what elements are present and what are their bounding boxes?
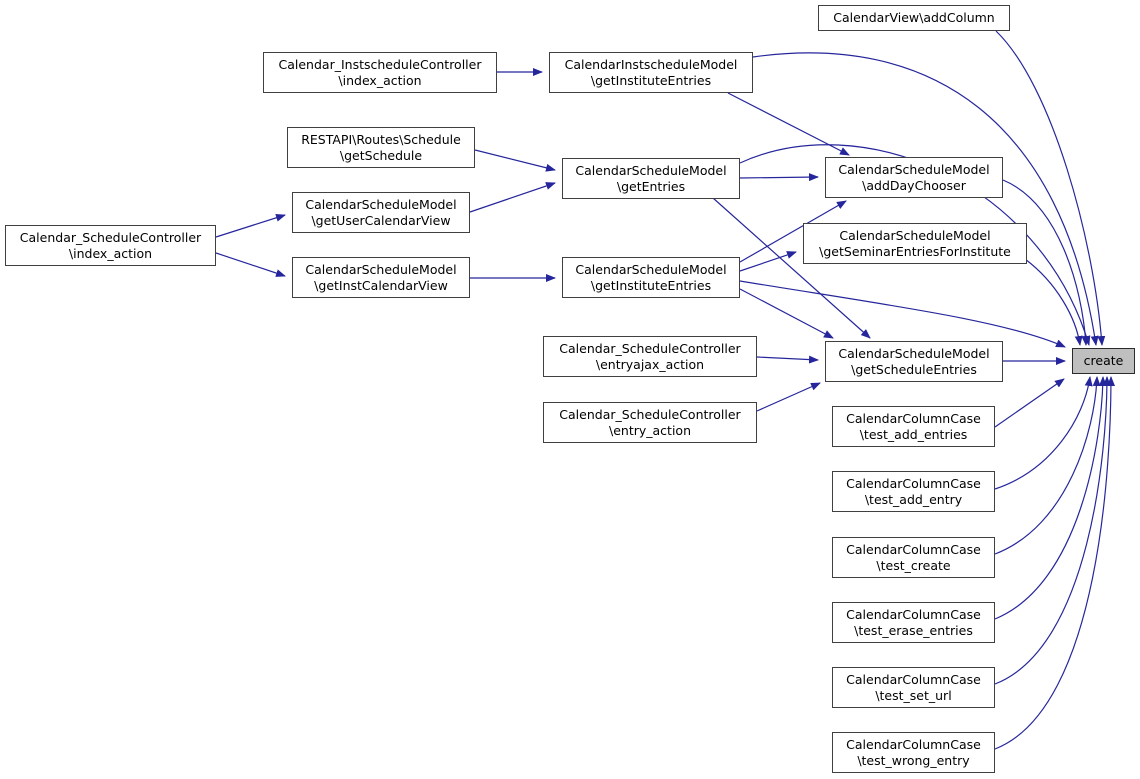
node-calendarcolumncase-test-add-entries[interactable] [832, 406, 995, 447]
node-calendarview-addcolumn[interactable] [818, 5, 1010, 31]
node-label: \getEntries [616, 178, 686, 194]
node-label: CalendarScheduleModel [838, 345, 990, 361]
node-calendarschedulemodel-getseminarentriesforinstitute[interactable] [803, 223, 1027, 264]
edge-getentries-to-adddaychooser [740, 177, 818, 178]
node-label: CalendarScheduleModel [575, 261, 727, 277]
node-calendarcolumncase-test-erase-entries[interactable] [832, 602, 995, 643]
node-label: CalendarColumnCase [846, 541, 981, 557]
node-label: \test_wrong_entry [857, 752, 970, 768]
node-label: \getSeminarEntriesForInstitute [819, 243, 1011, 259]
edge-getinstituteentries-to-getseminarentries [740, 252, 796, 271]
node-label: CalendarScheduleModel [305, 196, 457, 212]
edge-restapigetschedule-to-getentries [475, 150, 555, 170]
node-label: CalendarScheduleModel [305, 261, 457, 277]
edge-testeraseentries-to-create [995, 377, 1103, 619]
edge-entryaction-to-getscheduleentries [757, 383, 820, 411]
node-calendarcolumncase-test-set-url[interactable] [832, 667, 995, 708]
node-calendarschedulemodel-getentries[interactable] [562, 158, 740, 199]
node-label: CalendarScheduleModel [575, 162, 727, 178]
node-calendarschedulemodel-getscheduleentries[interactable] [825, 341, 1003, 382]
node-create [1072, 348, 1135, 374]
edge-getinstituteentries-to-getscheduleentries [740, 289, 833, 338]
node-label: Calendar_ScheduleController [19, 229, 202, 245]
edge-testaddentries-to-create [995, 379, 1064, 427]
node-calendarschedulemodel-adddaychooser[interactable] [825, 157, 1003, 198]
node-label: \getInstCalendarView [314, 277, 448, 293]
edge-getinstituteentries-to-create [740, 281, 1065, 347]
node-label: \getInstituteEntries [590, 72, 712, 88]
node-calendarschedulemodel-getusercalendarview[interactable] [292, 192, 470, 233]
node-label: \entryajax_action [595, 356, 705, 372]
node-label: \test_add_entry [864, 491, 963, 507]
node-calendar-instschedulecontroller-index-action[interactable] [263, 52, 497, 93]
edge-getusercalendarview-to-getentries [470, 183, 555, 212]
node-label: CalendarInstscheduleModel [564, 56, 738, 72]
edge-addcolumn-to-create [996, 31, 1102, 345]
node-label: \index_action [68, 245, 153, 261]
edge-instmodelinstentries-to-create [753, 53, 1096, 345]
node-label: Calendar_ScheduleController [559, 406, 741, 422]
node-label: \getSchedule [339, 147, 423, 163]
node-label: Calendar_InstscheduleController [278, 56, 482, 72]
edge-testcreate-to-create [995, 377, 1097, 554]
node-calendar-schedulecontroller-entryajax-action[interactable] [543, 336, 757, 377]
node-calendarschedulemodel-getinstcalendarview[interactable] [292, 257, 470, 298]
node-calendarschedulemodel-getinstituteentries[interactable] [562, 257, 740, 298]
node-calendarcolumncase-test-wrong-entry[interactable] [832, 732, 995, 773]
edge-getseminarentries-to-create [1025, 259, 1080, 345]
node-label: CalendarView\addColumn [833, 10, 995, 25]
node-calendarinstschedulemodel-getinstituteentries[interactable] [549, 52, 753, 93]
node-calendarcolumncase-test-add-entry[interactable] [832, 471, 995, 512]
node-label: Calendar_ScheduleController [559, 340, 741, 356]
node-label: create [1083, 353, 1124, 368]
node-label: CalendarColumnCase [846, 410, 981, 426]
node-label: \test_add_entries [859, 426, 968, 442]
node-label: CalendarScheduleModel [839, 227, 991, 243]
node-label: CalendarScheduleModel [838, 161, 990, 177]
node-label: \entry_action [609, 422, 691, 438]
node-label: \getUserCalendarView [311, 212, 451, 228]
node-restapi-routes-schedule-getschedule[interactable] [287, 127, 475, 168]
node-label: \test_erase_entries [854, 622, 973, 638]
node-label: CalendarColumnCase [846, 671, 981, 687]
node-label: RESTAPI\Routes\Schedule [301, 131, 461, 147]
node-label: \getScheduleEntries [851, 361, 977, 377]
edge-testwrongentry-to-create [995, 377, 1111, 749]
node-label: \test_create [876, 557, 951, 573]
node-label: \addDayChooser [862, 177, 966, 193]
edge-instmodelinstentries-to-adddaychooser [728, 93, 849, 155]
node-label: \test_set_url [875, 687, 952, 703]
edge-schedctrlindex-to-getinstcalendarview [216, 253, 285, 276]
node-label: \index_action [338, 72, 422, 88]
node-calendar-schedulecontroller-index-action[interactable] [5, 225, 216, 266]
node-label: \getInstituteEntries [590, 277, 712, 293]
edge-entryajaxaction-to-getscheduleentries [757, 357, 818, 360]
node-label: CalendarColumnCase [846, 736, 981, 752]
node-calendar-schedulecontroller-entry-action[interactable] [543, 402, 757, 443]
node-label: CalendarColumnCase [846, 606, 981, 622]
node-calendarcolumncase-test-create[interactable] [832, 537, 995, 578]
node-label: CalendarColumnCase [846, 475, 981, 491]
edge-schedctrlindex-to-getusercalendarview [216, 215, 285, 237]
